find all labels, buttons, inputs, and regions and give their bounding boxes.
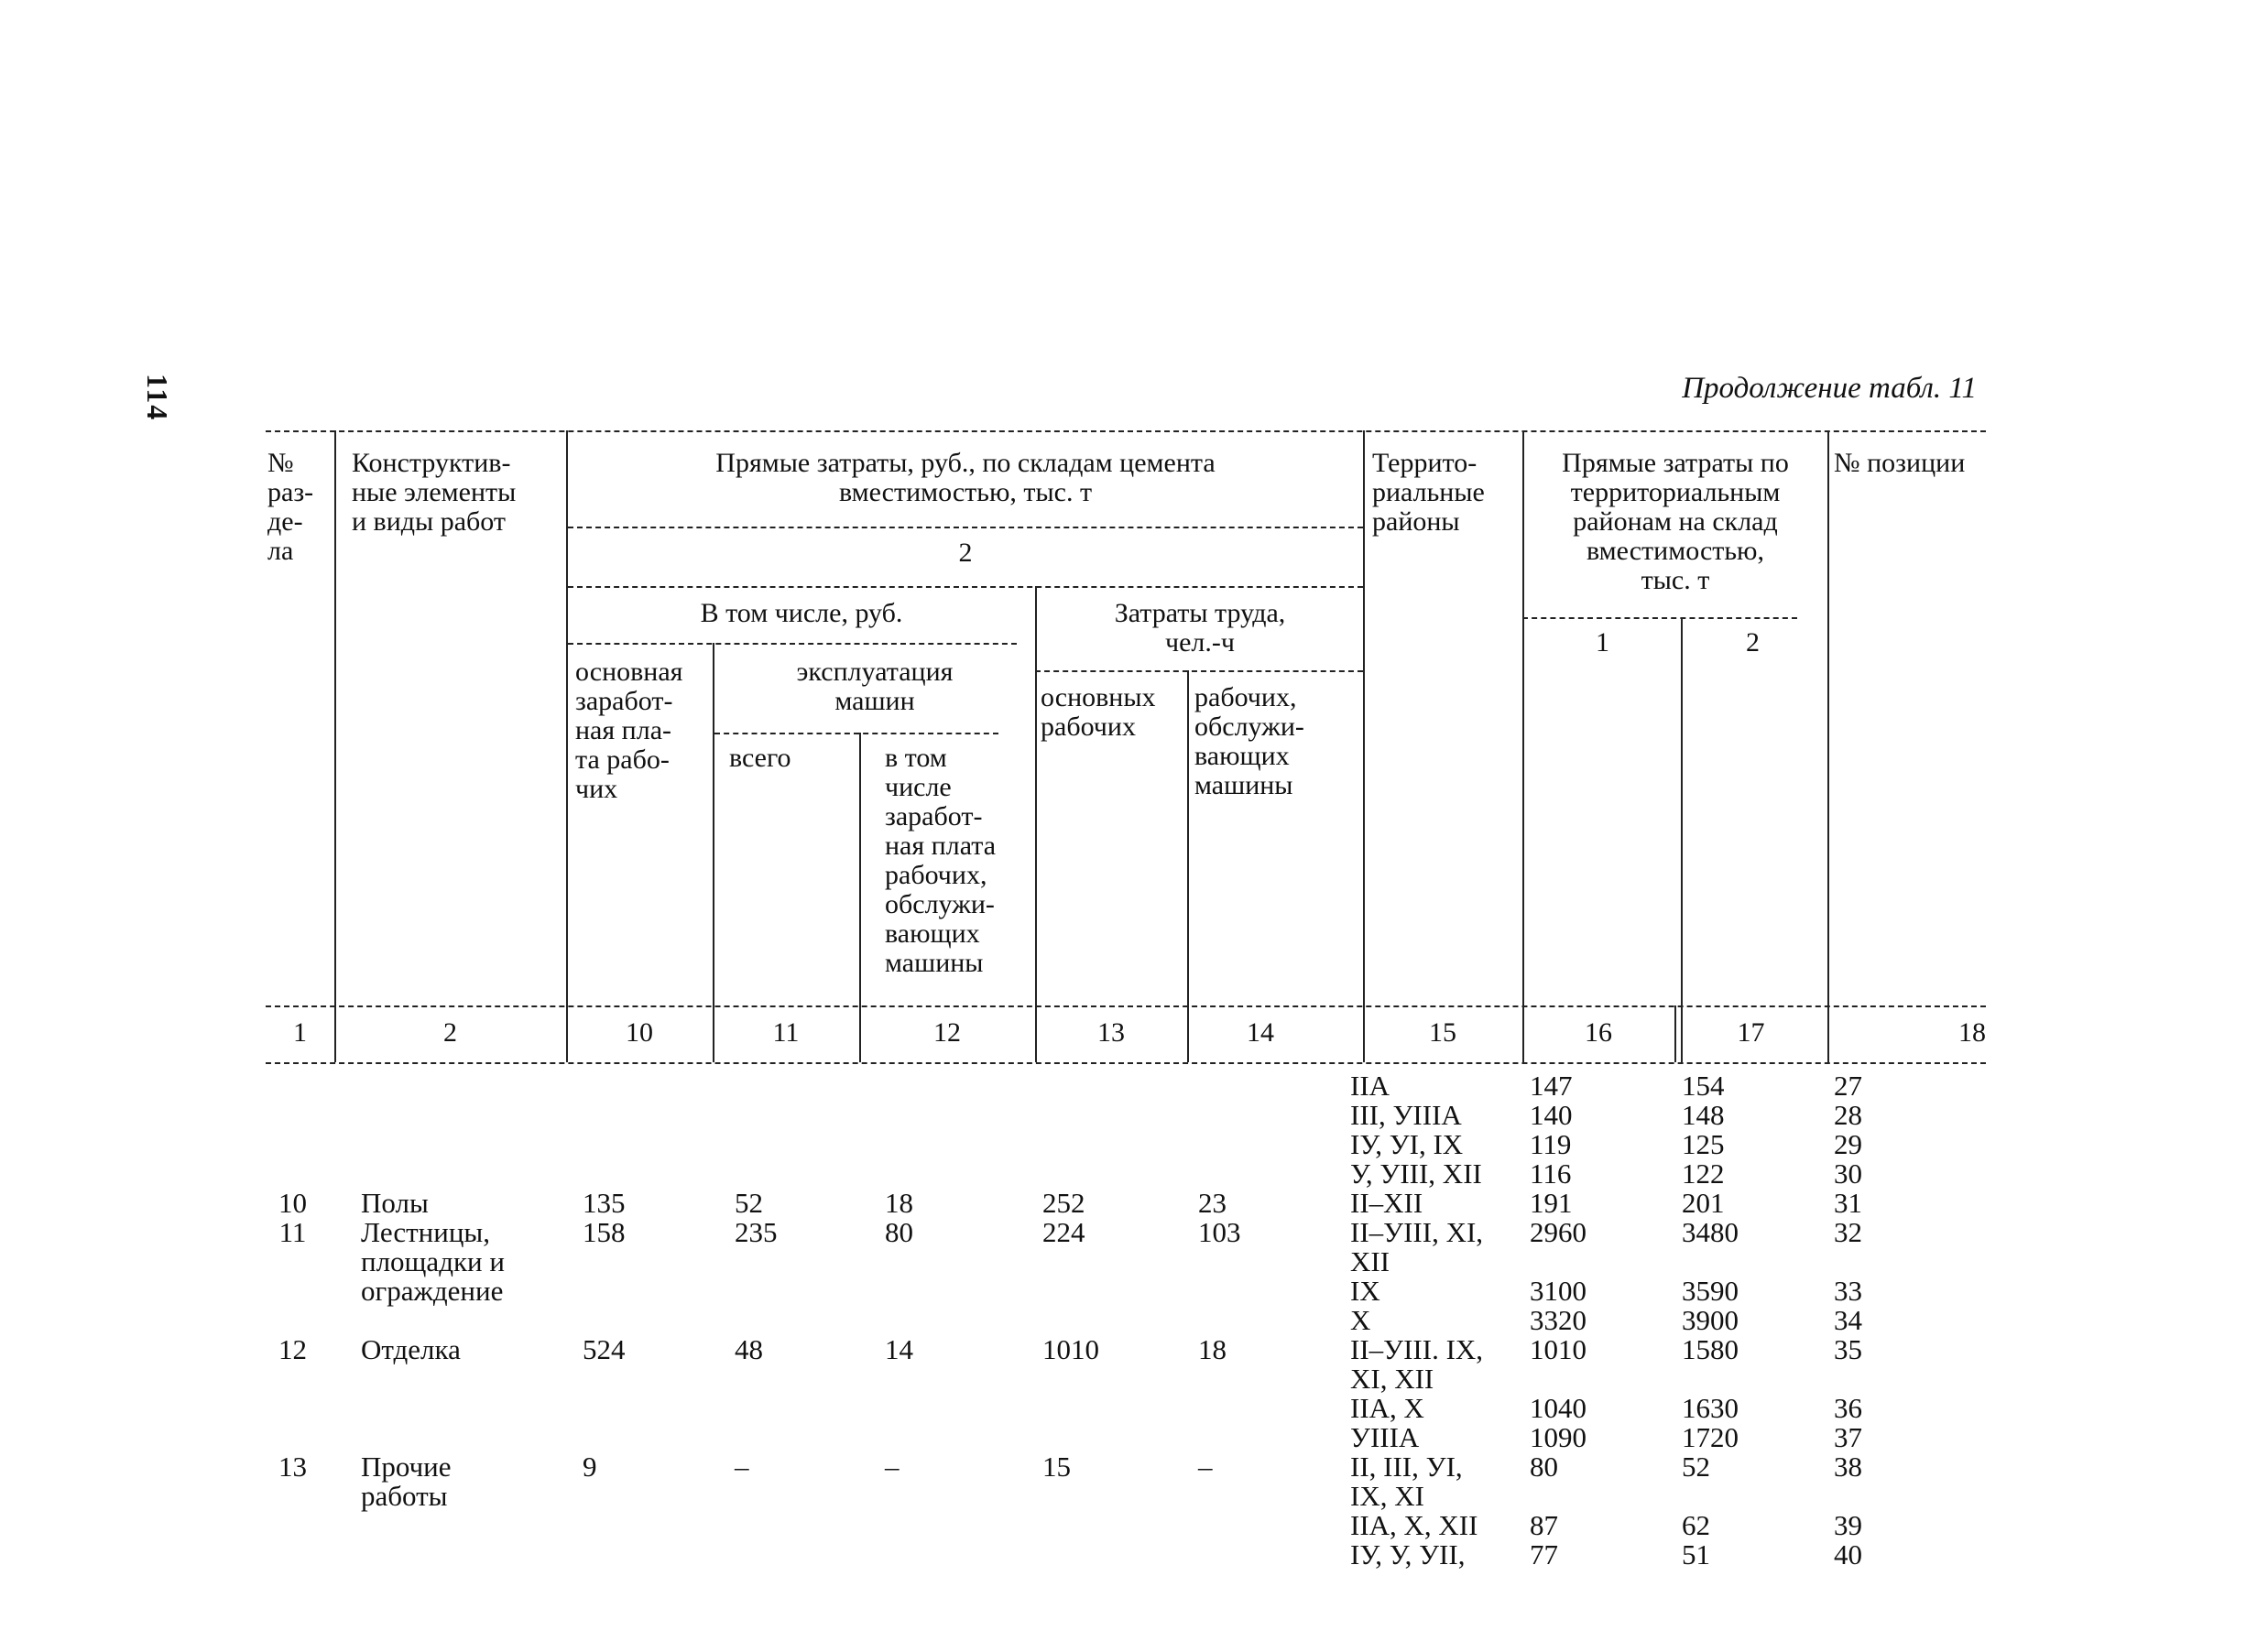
cell-c16-row-12: 87 [1530, 1509, 1558, 1541]
cell-c14-row-11: – [1198, 1451, 1213, 1483]
colnum-15: 15 [1429, 1017, 1456, 1048]
cell-c10-row-5: 158 [583, 1216, 626, 1248]
cell-c12-row-4: 18 [885, 1187, 913, 1219]
cell-c13-row-11: 15 [1042, 1451, 1071, 1483]
cell-region-row-3: У, УIII, XII [1350, 1157, 1482, 1190]
cell-region-row-10: УIIIA [1350, 1421, 1420, 1453]
header-cap1: 1 [1596, 627, 1609, 657]
cell-c16-row-6: 3100 [1530, 1275, 1587, 1307]
cell-c11-row-11: – [735, 1451, 749, 1483]
colnum-12: 12 [933, 1017, 961, 1048]
cell-c17-row-10: 1720 [1682, 1421, 1739, 1453]
cell-c14-row-4: 23 [1198, 1187, 1227, 1219]
cell-c16-row-0: 147 [1530, 1070, 1573, 1102]
cell-pos-row-11: 38 [1834, 1451, 1862, 1483]
header-regions: Террито- риальные районы [1372, 448, 1485, 537]
cell-pos-row-10: 37 [1834, 1421, 1862, 1453]
cell-name-row-11: Прочие работы [361, 1451, 452, 1512]
cell-c16-row-4: 191 [1530, 1187, 1573, 1219]
cell-c17-row-7: 3900 [1682, 1304, 1739, 1336]
cell-c11-row-5: 235 [735, 1216, 778, 1248]
cell-pos-row-8: 35 [1834, 1333, 1862, 1365]
cell-c13-row-5: 224 [1042, 1216, 1085, 1248]
header-capacity-2: 2 [958, 538, 973, 568]
cell-c16-row-10: 1090 [1530, 1421, 1587, 1453]
header-position-no: № позиции [1834, 448, 1966, 478]
cell-c17-row-5: 3480 [1682, 1216, 1739, 1248]
header-incl-wage: в том числе заработ- ная плата рабочих, обслужи- вающих машины [885, 743, 997, 978]
cell-c17-row-12: 62 [1682, 1509, 1710, 1541]
cell-c14-row-8: 18 [1198, 1333, 1227, 1365]
cell-region-row-9: IIA, X [1350, 1392, 1424, 1424]
cell-c10-row-4: 135 [583, 1187, 626, 1219]
cell-c17-row-1: 148 [1682, 1099, 1725, 1131]
cell-region-row-2: IУ, УI, IX [1350, 1128, 1464, 1160]
cell-c17-row-9: 1630 [1682, 1392, 1739, 1424]
cell-c14-row-5: 103 [1198, 1216, 1241, 1248]
cell-c16-row-3: 116 [1530, 1157, 1572, 1190]
header-incl-rub: В том числе, руб. [700, 598, 903, 628]
header-labor: Затраты труда, чел.-ч [1114, 598, 1286, 657]
colnum-13: 13 [1097, 1017, 1125, 1048]
cell-c10-row-11: 9 [583, 1451, 597, 1483]
cell-region-row-1: III, УIIIA [1350, 1099, 1462, 1131]
header-basic-workers: основных рабочих [1041, 682, 1156, 742]
colnum-2: 2 [443, 1017, 457, 1048]
cell-c16-row-9: 1040 [1530, 1392, 1587, 1424]
cell-region-row-4: II–XII [1350, 1187, 1423, 1219]
cell-c16-row-1: 140 [1530, 1099, 1573, 1131]
header-elements: Конструктив- ные элементы и виды работ [352, 448, 517, 537]
cell-c16-row-7: 3320 [1530, 1304, 1587, 1336]
cell-region-row-8: II–УIII. IX, XI, XII [1350, 1333, 1484, 1395]
cell-c16-row-5: 2960 [1530, 1216, 1587, 1248]
cell-pos-row-0: 27 [1834, 1070, 1862, 1102]
cell-c12-row-5: 80 [885, 1216, 913, 1248]
cell-c17-row-4: 201 [1682, 1187, 1725, 1219]
cell-pos-row-3: 30 [1834, 1157, 1862, 1190]
cell-pos-row-7: 34 [1834, 1304, 1862, 1336]
colnum-14: 14 [1247, 1017, 1274, 1048]
cell-sec-row-5: 11 [278, 1216, 307, 1248]
cell-pos-row-9: 36 [1834, 1392, 1862, 1424]
cell-c17-row-6: 3590 [1682, 1275, 1739, 1307]
cell-c17-row-11: 52 [1682, 1451, 1710, 1483]
cell-name-row-4: Полы [361, 1187, 429, 1219]
colnum-11: 11 [772, 1017, 800, 1048]
cell-c11-row-4: 52 [735, 1187, 763, 1219]
header-cap2: 2 [1746, 627, 1760, 657]
colnum-18: 18 [1958, 1017, 1986, 1048]
cell-c16-row-13: 77 [1530, 1538, 1558, 1570]
header-direct-costs: Прямые затраты, руб., по складам цемента вместимостью, тыс. т [715, 448, 1216, 507]
cell-region-row-13: IУ, У, УII, [1350, 1538, 1466, 1570]
cell-c10-row-8: 524 [583, 1333, 626, 1365]
cell-c11-row-8: 48 [735, 1333, 763, 1365]
colnum-16: 16 [1585, 1017, 1612, 1048]
cell-region-row-6: IX [1350, 1275, 1380, 1307]
header-machine-op: эксплуатация машин [796, 657, 954, 716]
cell-pos-row-1: 28 [1834, 1099, 1862, 1131]
data-table [266, 430, 1986, 1621]
header-total: всего [729, 743, 791, 773]
cell-pos-row-2: 29 [1834, 1128, 1862, 1160]
cell-c17-row-2: 125 [1682, 1128, 1725, 1160]
cell-c16-row-2: 119 [1530, 1128, 1572, 1160]
cell-c17-row-13: 51 [1682, 1538, 1710, 1570]
cell-region-row-12: IIA, X, XII [1350, 1509, 1478, 1541]
header-basic-wage: основная заработ- ная пла- та рабо- чих [575, 657, 683, 804]
cell-region-row-0: IIA [1350, 1070, 1390, 1102]
cell-pos-row-5: 32 [1834, 1216, 1862, 1248]
cell-c12-row-11: – [885, 1451, 900, 1483]
colnum-10: 10 [626, 1017, 653, 1048]
cell-region-row-5: II–УIII, XI, XII [1350, 1216, 1484, 1277]
cell-c17-row-3: 122 [1682, 1157, 1725, 1190]
header-region-costs: Прямые затраты по территориальным районам на склад вместимостью, тыс. т [1562, 448, 1789, 595]
header-machine-workers: рабочих, обслужи- вающих машины [1194, 682, 1304, 800]
cell-c17-row-8: 1580 [1682, 1333, 1739, 1365]
colnum-1: 1 [293, 1017, 307, 1048]
cell-sec-row-8: 12 [278, 1333, 307, 1365]
cell-name-row-5: Лестницы, площадки и ограждение [361, 1216, 505, 1307]
cell-pos-row-13: 40 [1834, 1538, 1862, 1570]
cell-c16-row-8: 1010 [1530, 1333, 1587, 1365]
cell-c17-row-0: 154 [1682, 1070, 1725, 1102]
cell-sec-row-4: 10 [278, 1187, 307, 1219]
colnum-17: 17 [1737, 1017, 1765, 1048]
cell-pos-row-12: 39 [1834, 1509, 1862, 1541]
cell-sec-row-11: 13 [278, 1451, 307, 1483]
cell-c13-row-8: 1010 [1042, 1333, 1099, 1365]
cell-pos-row-4: 31 [1834, 1187, 1862, 1219]
cell-name-row-8: Отделка [361, 1333, 461, 1365]
table-caption: Продолжение табл. 11 [1682, 372, 1977, 405]
cell-c12-row-8: 14 [885, 1333, 913, 1365]
header-section-no: № раз- де- ла [267, 448, 314, 566]
cell-c16-row-11: 80 [1530, 1451, 1558, 1483]
cell-c13-row-4: 252 [1042, 1187, 1085, 1219]
cell-pos-row-6: 33 [1834, 1275, 1862, 1307]
cell-region-row-7: X [1350, 1304, 1371, 1336]
cell-region-row-11: II, III, УI, IX, XI [1350, 1451, 1463, 1512]
page-number: 114 [141, 374, 174, 422]
